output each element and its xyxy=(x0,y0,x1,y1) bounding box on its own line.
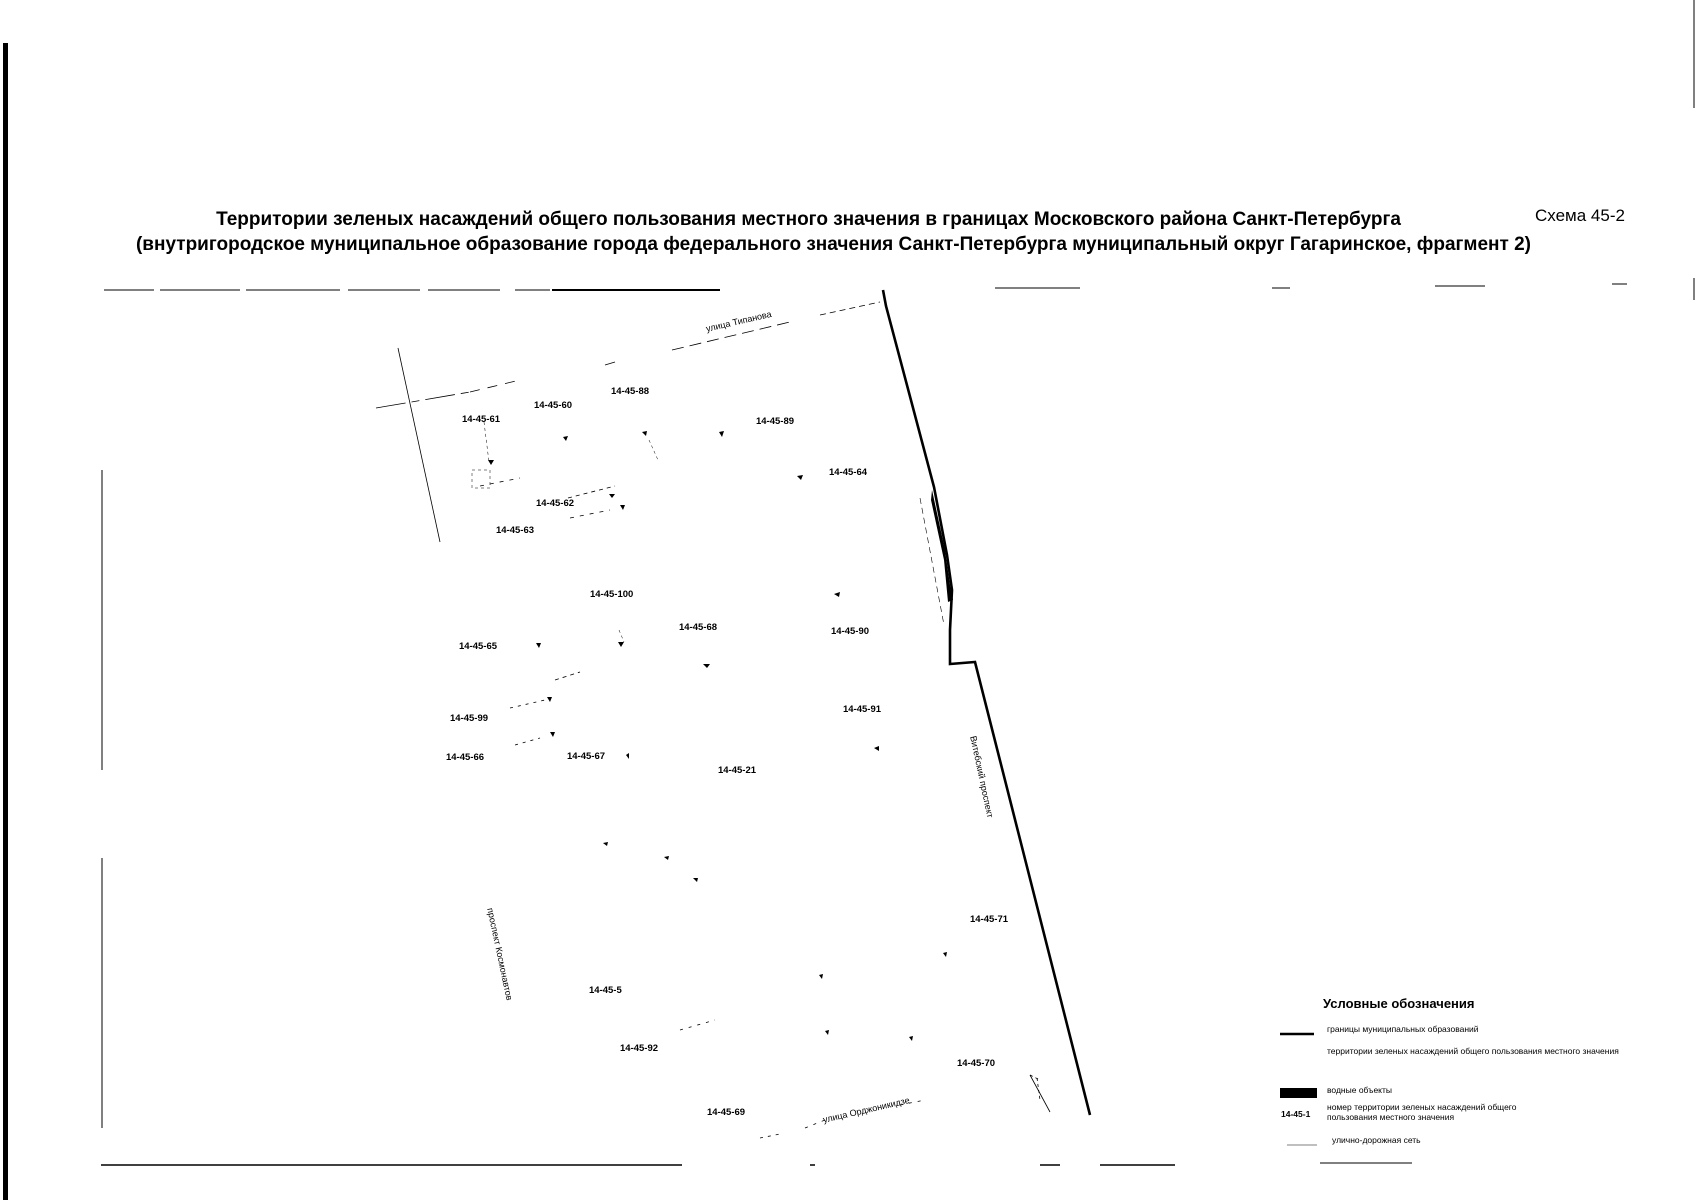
water-object xyxy=(931,490,953,602)
territory-label: 14-45-91 xyxy=(843,704,882,715)
territory-label: 14-45-61 xyxy=(462,414,501,425)
territory-label: 14-45-92 xyxy=(620,1043,659,1054)
frame-bottom xyxy=(101,1163,1412,1165)
left-edge-bar xyxy=(3,43,8,1200)
territory-label: 14-45-90 xyxy=(831,626,870,637)
territory-label: 14-45-62 xyxy=(536,498,575,509)
territory-label: 14-45-66 xyxy=(446,752,485,763)
municipal-boundary xyxy=(883,290,1090,1115)
legend-green-label: территории зеленых насаждений общего пользования местного значения xyxy=(1327,1046,1619,1056)
scheme-label: Схема 45-2 xyxy=(1535,206,1625,225)
territory-label: 14-45-21 xyxy=(718,765,757,776)
territory-label: 14-45-100 xyxy=(590,589,634,600)
legend-number-sample: 14-45-1 xyxy=(1281,1109,1311,1119)
territory-label: 14-45-67 xyxy=(567,751,606,762)
legend-title: Условные обозначения xyxy=(1323,996,1475,1011)
frame-top xyxy=(104,284,1627,290)
territory-label: 14-45-71 xyxy=(970,914,1009,925)
legend-roads-label: улично-дорожная сеть xyxy=(1332,1135,1421,1145)
territory-label: 14-45-63 xyxy=(496,525,535,536)
legend-number-label: номер территории зеленых насаждений общего пользования местного значения xyxy=(1327,1102,1517,1122)
street-vitebsky: Витебский проспект xyxy=(968,735,996,819)
territory-label: 14-45-89 xyxy=(756,416,795,427)
legend-boundary-label: границы муниципальных образований xyxy=(1327,1024,1479,1034)
street-tipanova: улица Типанова xyxy=(705,308,773,334)
territory-label: 14-45-88 xyxy=(611,386,650,397)
legend-water-label: водные объекты xyxy=(1327,1085,1392,1095)
map-title-line-1: Территории зеленых насаждений общего пользования местного значения в границах Московского района Санкт-Петербурга xyxy=(216,209,1401,230)
territory-label: 14-45-69 xyxy=(707,1107,746,1118)
territory-label: 14-45-64 xyxy=(829,467,868,478)
territory-label: 14-45-99 xyxy=(450,713,489,724)
territory-label: 14-45-60 xyxy=(534,400,573,411)
map-title-line-2: (внутригородское муниципальное образование города федерального значения Санкт-Петербурга муниципальный округ Гагаринское, фрагмент 2) xyxy=(135,234,1531,255)
territory-label: 14-45-68 xyxy=(679,622,718,633)
territory-label: 14-45-70 xyxy=(957,1058,996,1069)
street-ordzhonikidze: улица Орджоникидзе xyxy=(822,1095,911,1125)
territory-label: 14-45-65 xyxy=(459,641,498,652)
street-kosmonavtov: проспект Космонавтов xyxy=(485,907,515,1002)
territory-markers xyxy=(488,431,947,1041)
territory-label: 14-45-5 xyxy=(589,985,622,996)
